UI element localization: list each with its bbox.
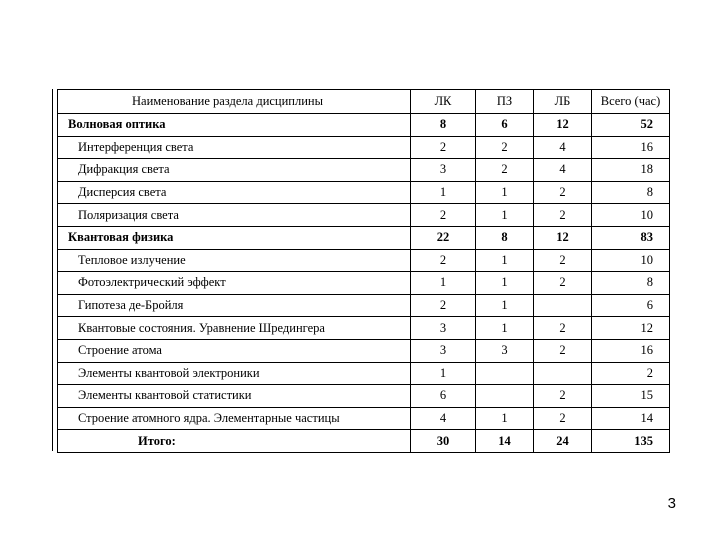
row-lk-cell: 3 [411, 159, 476, 182]
table-row [58, 407, 670, 430]
row-name-cell: Тепловое излучение [58, 249, 411, 272]
header-name: Наименование раздела дисциплины [58, 90, 411, 114]
curriculum-table-container [57, 89, 669, 453]
row-total-cell: 6 [592, 294, 670, 317]
row-name-cell: Квантовая физика [58, 226, 411, 249]
row-lb-cell: 4 [534, 159, 592, 182]
row-pz-cell [476, 385, 534, 408]
table-row [58, 136, 670, 159]
row-pz-cell: 1 [476, 294, 534, 317]
row-pz-cell: 3 [476, 339, 534, 362]
row-pz-cell: 8 [476, 226, 534, 249]
row-lb-cell [534, 362, 592, 385]
row-lk-cell: 22 [411, 226, 476, 249]
row-name-cell: Интерференция света [58, 136, 411, 159]
row-lb-cell: 2 [534, 407, 592, 430]
row-name-cell: Элементы квантовой электроники [58, 362, 411, 385]
row-pz-cell: 2 [476, 159, 534, 182]
table-row [58, 317, 670, 340]
row-lk-cell: 1 [411, 362, 476, 385]
table-body [58, 114, 670, 453]
row-pz-cell: 1 [476, 272, 534, 295]
row-total-cell: 2 [592, 362, 670, 385]
row-name-cell: Дисперсия света [58, 181, 411, 204]
row-lb-cell [534, 294, 592, 317]
curriculum-table [57, 89, 670, 453]
row-lk-cell: 3 [411, 317, 476, 340]
header-lb: ЛБ [534, 90, 592, 114]
row-pz-cell: 6 [476, 114, 534, 137]
table-row [58, 181, 670, 204]
row-lk-cell: 1 [411, 272, 476, 295]
row-lb-cell: 2 [534, 385, 592, 408]
row-name-cell: Строение атома [58, 339, 411, 362]
row-name-cell: Строение атомного ядра. Элементарные частицы [58, 407, 411, 430]
table-row [58, 204, 670, 227]
row-lb-cell: 24 [534, 430, 592, 453]
row-lb-cell: 4 [534, 136, 592, 159]
row-lb-cell: 12 [534, 114, 592, 137]
row-pz-cell: 1 [476, 317, 534, 340]
header-lk: ЛК [411, 90, 476, 114]
header-total: Всего (час) [592, 90, 670, 114]
row-name-cell: Волновая оптика [58, 114, 411, 137]
row-pz-cell: 2 [476, 136, 534, 159]
row-name-cell: Дифракция света [58, 159, 411, 182]
table-row [58, 385, 670, 408]
row-lk-cell: 4 [411, 407, 476, 430]
row-lk-cell: 2 [411, 294, 476, 317]
row-total-cell: 83 [592, 226, 670, 249]
row-total-cell: 52 [592, 114, 670, 137]
row-total-cell: 14 [592, 407, 670, 430]
row-total-cell: 15 [592, 385, 670, 408]
row-lk-cell: 2 [411, 249, 476, 272]
row-total-cell: 16 [592, 339, 670, 362]
table-row [58, 294, 670, 317]
row-total-cell: 10 [592, 204, 670, 227]
row-name-cell: Фотоэлектрический эффект [58, 272, 411, 295]
row-lk-cell: 2 [411, 204, 476, 227]
row-name-cell: Итого: [58, 430, 411, 453]
row-lk-cell: 8 [411, 114, 476, 137]
row-lb-cell: 2 [534, 204, 592, 227]
row-pz-cell: 1 [476, 181, 534, 204]
row-total-cell: 8 [592, 181, 670, 204]
row-total-cell: 12 [592, 317, 670, 340]
row-lk-cell: 30 [411, 430, 476, 453]
row-lb-cell: 2 [534, 249, 592, 272]
row-pz-cell [476, 362, 534, 385]
row-lk-cell: 1 [411, 181, 476, 204]
row-pz-cell: 1 [476, 204, 534, 227]
row-lb-cell: 2 [534, 317, 592, 340]
row-lk-cell: 6 [411, 385, 476, 408]
row-pz-cell: 14 [476, 430, 534, 453]
row-lb-cell: 2 [534, 272, 592, 295]
row-name-cell: Поляризация света [58, 204, 411, 227]
total-row [58, 430, 670, 453]
header-pz: ПЗ [476, 90, 534, 114]
row-pz-cell: 1 [476, 249, 534, 272]
row-lb-cell: 12 [534, 226, 592, 249]
table-row [58, 362, 670, 385]
table-row [58, 159, 670, 182]
row-total-cell: 16 [592, 136, 670, 159]
row-total-cell: 10 [592, 249, 670, 272]
row-lk-cell: 3 [411, 339, 476, 362]
page-number: 3 [667, 495, 676, 512]
table-row [58, 339, 670, 362]
row-lb-cell: 2 [534, 339, 592, 362]
row-total-cell: 135 [592, 430, 670, 453]
section-row [58, 114, 670, 137]
row-lk-cell: 2 [411, 136, 476, 159]
section-row [58, 226, 670, 249]
row-total-cell: 18 [592, 159, 670, 182]
row-name-cell: Гипотеза де-Бройля [58, 294, 411, 317]
row-total-cell: 8 [592, 272, 670, 295]
row-name-cell: Квантовые состояния. Уравнение Шредингера [58, 317, 411, 340]
left-margin-rule [52, 89, 53, 451]
table-row [58, 272, 670, 295]
table-header [58, 90, 670, 114]
row-name-cell: Элементы квантовой статистики [58, 385, 411, 408]
row-pz-cell: 1 [476, 407, 534, 430]
table-row [58, 249, 670, 272]
header-row [58, 90, 670, 114]
row-lb-cell: 2 [534, 181, 592, 204]
